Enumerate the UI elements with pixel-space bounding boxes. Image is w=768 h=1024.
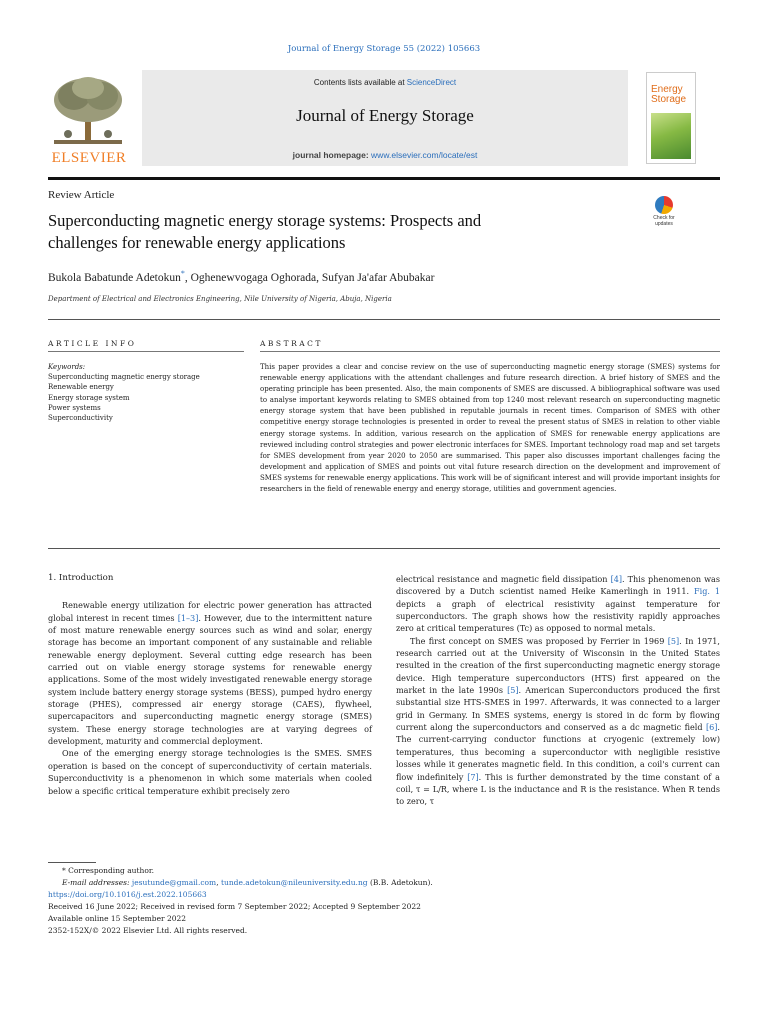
- body-column-right: [396, 573, 720, 808]
- homepage-label: journal homepage:: [292, 150, 372, 160]
- badge-text: [646, 215, 682, 227]
- keyword-item: Superconducting magnetic energy storage: [48, 373, 200, 382]
- author-name[interactable]: Bukola Babatunde Adetokun: [48, 271, 181, 284]
- email-suffix: (B.B. Adetokun).: [369, 878, 433, 887]
- keyword-item: Superconductivity: [48, 414, 113, 423]
- keyword-item: Renewable energy: [48, 383, 114, 392]
- crossmark-icon: [655, 196, 673, 214]
- citation-link[interactable]: [5]: [507, 685, 519, 696]
- email-link[interactable]: jesutunde@gmail.com: [131, 878, 217, 887]
- citation-link[interactable]: [5]: [667, 635, 680, 646]
- body-column-left: [48, 572, 372, 797]
- abstract-text: This paper provides a clear and concise review on the use of superconducting magnetic energy storage (SMES) systems for renewable energy applications with the attendant challenges and future research direction. A brief history of SMES and the operating principle has been presented. Also, the main components of SMES are discussed. A bibliographical software was used to analyse important keywords relating to SMES obtained from top 1240 most relevant research on superconducting magnetic energy storage system that have been published in reputable journals in recent times. Comparison of SMES with other competitive energy storage technologies is presented in order to reveal the present status of SMES in relation to other viable energy storage systems. In addition, various research on the application of SMES for renewable energy applications are reviewed including control strategies and power electronic interfaces for SMES. Important technology road map and set targets for SMES development from year 2020 to 2050 are summarised. This paper also discusses important challenges facing the development and application of SMES and points out vital future research direction on the development and improvement of SMES systems for renewable energy applications. This work will be of significant interest and will provide important insights for researchers in the field of renewable energy and energy storage, utilities and government agencies.: [260, 363, 720, 494]
- elsevier-tree-icon: [50, 74, 126, 148]
- citation-link[interactable]: [4]: [610, 574, 623, 584]
- elsevier-logo: [48, 70, 130, 166]
- paragraph: [396, 573, 720, 635]
- keywords-block: [48, 362, 200, 423]
- text-run: . In 1971, research carried out at the University of Wisconsin in the United States resulted in the creation of the first superconducting magnetic energy storage device. High temperature superconductors (HTS) first appeared on the market in the late 1990s: [396, 635, 720, 696]
- text-run: Renewable energy utilization for electric power generation has attracted global interest in recent times: [48, 600, 372, 623]
- footnote-mark: *: [62, 866, 66, 875]
- paragraph: One of the emerging energy storage technologies is the SMES. SMES operation is based on the concept of superconductivity of certain materials. Superconductivity is a phenomenon in which some materials when cooled below a specific critical temperature exhibit precisely zero: [48, 748, 372, 796]
- figure-link[interactable]: Fig. 1: [694, 586, 720, 597]
- doi-link[interactable]: https://doi.org/10.1016/j.est.2022.105663: [48, 890, 207, 899]
- cover-title-line1: Energy: [651, 84, 683, 95]
- text-run: electrical resistance and magnetic field dissipation: [396, 574, 611, 584]
- text-run: . American Superconductors produced the first substantial size HTS-SMES in 1997. Afterwards, it was connected to a larger grid in Germany. In SMES systems, energy is stored in dc form by flowing current along the superconductors and conserved as a dc magnetic field: [396, 685, 720, 733]
- text-run: depicts a graph of electrical resistivity against temperature for superconductors. The graph shows how the resistivity rapidly approaches zero at critical temperatures (Tc) as opposed to normal metals.: [396, 598, 720, 634]
- footnotes: [48, 865, 433, 937]
- cover-title-line2: Storage: [651, 94, 687, 105]
- keyword-item: Power systems: [48, 403, 101, 412]
- keywords-label: Keywords:: [48, 363, 86, 371]
- badge-line-2: updates: [655, 221, 673, 227]
- journal-cover-thumbnail[interactable]: [646, 72, 696, 164]
- text-run: . However, due to the intermittent nature of most mature renewable energy sources such as wind and solar, energy storage has become an important component of any sustainable and reliable renewable energy deployment. Several cutting edge research has been carried out on viable energy storage systems for renewable energy applications. Some of the most widely investigated renewable energy storage system include battery energy storage systems (BESS), pumped hydro energy storage (PHES), compressed air energy storage (CAES), flywheel, supercapacitors and superconducting magnetic energy storage (SMES) system. These energy storage technologies are at varying degrees of development, maturity and commercial deployment.: [48, 612, 372, 747]
- author-names-rest[interactable]: , Oghenewvogaga Oghorada, Sufyan Ja'afar Abubakar: [184, 271, 435, 284]
- publisher-wordmark: ELSEVIER: [51, 150, 127, 166]
- footnote-divider: [48, 862, 96, 863]
- citation-link[interactable]: [7]: [467, 771, 479, 782]
- homepage-link[interactable]: www.elsevier.com/locate/est: [371, 150, 478, 160]
- keyword-item: Energy storage system: [48, 393, 130, 402]
- journal-masthead: [142, 70, 628, 166]
- header-divider: [48, 177, 720, 180]
- title-line-1: Superconducting magnetic energy storage systems: Prospects and: [48, 211, 482, 230]
- paragraph: [48, 599, 372, 747]
- article-type: Review Article: [48, 189, 115, 201]
- paragraph: [396, 635, 720, 808]
- article-title: [48, 210, 608, 254]
- title-line-2: challenges for renewable energy applications: [48, 233, 346, 252]
- corresponding-author-note: [48, 865, 433, 877]
- journal-homepage: [142, 150, 628, 160]
- cover-title: [651, 85, 686, 105]
- text-run: . The current-carrying conductor functions at cryogenic (extremely low) temperatures, thus becoming a superconductor with negligible resistive losses while it generates magnetic field. In this condition, a coil's current can flow indefinitely: [396, 722, 720, 782]
- sciencedirect-link[interactable]: ScienceDirect: [406, 78, 457, 87]
- journal-citation[interactable]: Journal of Energy Storage 55 (2022) 105663: [287, 44, 481, 54]
- email-label: E-mail addresses:: [62, 878, 130, 887]
- copyright-notice: 2352-152X/© 2022 Elsevier Ltd. All rights reserved.: [48, 926, 248, 935]
- info-divider: [48, 351, 244, 352]
- contents-availability: [142, 78, 628, 87]
- journal-title: Journal of Energy Storage: [296, 106, 474, 125]
- abstract-heading: ABSTRACT: [260, 339, 323, 348]
- article-info-heading: ARTICLE INFO: [48, 339, 137, 348]
- text-run: The first concept on SMES was proposed by Ferrier in 1969: [410, 635, 668, 646]
- corresponding-text: Corresponding author.: [68, 866, 155, 875]
- available-online: Available online 15 September 2022: [48, 914, 187, 923]
- section-divider: [48, 319, 720, 320]
- author-affiliation: Department of Electrical and Electronics Engineering, Nile University of Nigeria, Abuja, Nigeria: [48, 295, 392, 303]
- received-dates: Received 16 June 2022; Received in revised form 7 September 2022; Accepted 9 September 2022: [48, 902, 421, 911]
- citation-link[interactable]: [1–3]: [177, 612, 199, 623]
- email-line: E-mail addresses: jesutunde@gmail.com, tunde.adetokun@nileuniversity.edu.ng (B.B. Adetokun).: [62, 878, 433, 887]
- section-heading-introduction: 1. Introduction: [48, 573, 114, 583]
- journal-header: [48, 70, 720, 170]
- email-link[interactable]: tunde.adetokun@nileuniversity.edu.ng: [220, 878, 368, 887]
- contents-prefix: Contents lists available at: [313, 78, 407, 87]
- citation-link[interactable]: [6]: [705, 722, 718, 733]
- text-run: . This is further demonstrated by the time constant of a coil, τ = L/R, where L is the inductance and R is the resistance. When R tends to zero, τ: [396, 771, 720, 807]
- badge-line-1: Check for: [653, 215, 675, 221]
- corresponding-author-mark[interactable]: *: [180, 269, 185, 278]
- text-run: . This phenomenon was discovered by a Dutch scientist named Heike Kamerlingh in 1911.: [396, 574, 720, 597]
- cover-artwork: [651, 113, 691, 159]
- abstract-bottom-divider: [48, 548, 720, 549]
- author-list: [48, 269, 434, 284]
- abstract-divider: [260, 351, 720, 352]
- check-for-updates-badge[interactable]: [646, 196, 682, 232]
